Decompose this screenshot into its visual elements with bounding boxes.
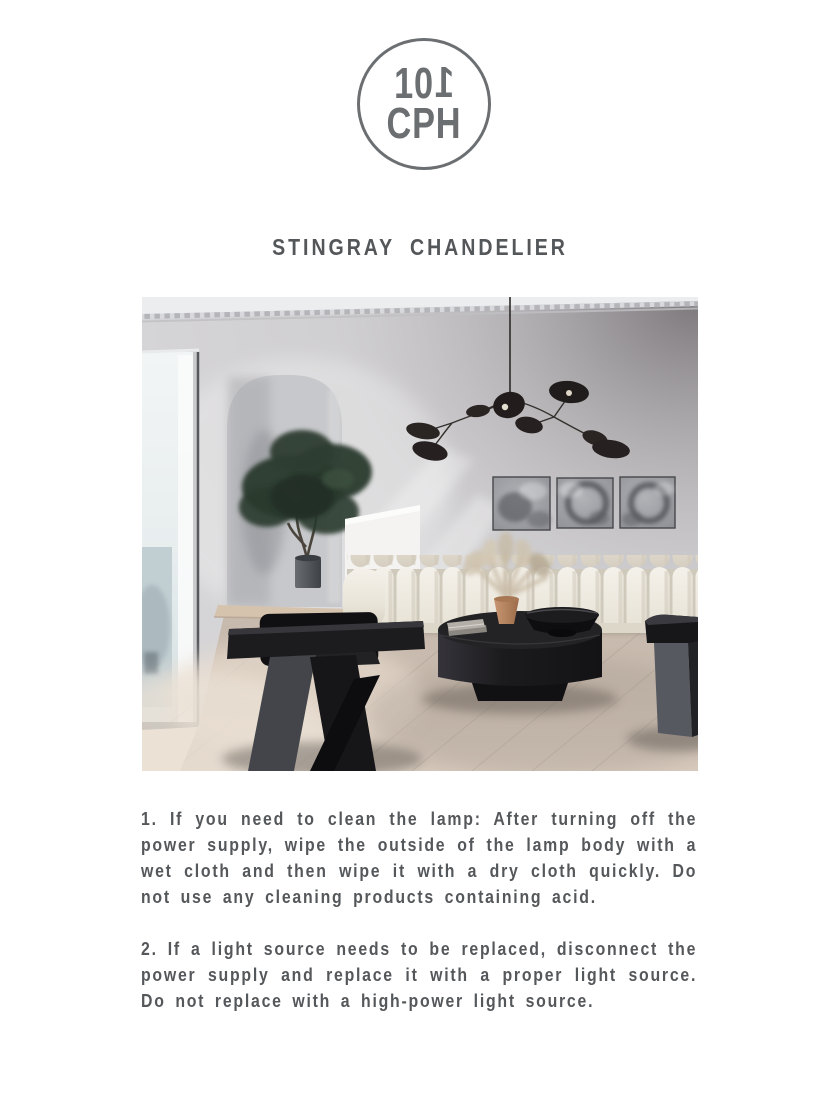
wall-art-triptych <box>493 477 675 530</box>
product-photo <box>142 297 698 771</box>
crown-molding <box>142 297 698 327</box>
logo-number-row: 101 <box>394 57 454 108</box>
brand-logo <box>357 38 491 170</box>
care-instructions <box>141 806 697 1040</box>
flipped-one-glyph: 1 <box>433 57 454 107</box>
logo-cph-row: CPH <box>386 99 462 148</box>
brand-logo-text <box>386 57 462 148</box>
instruction-cleaning: 1. If you need to clean the lamp: After turning off the power supply, wipe the outside of the lamp body with a wet cloth and then wipe it with a dry cloth quickly. Do not use any cleaning products containing acid. <box>141 809 698 907</box>
instruction-replacement: 2. If a light source needs to be replaced, disconnect the power supply and replace it with a proper light source. Do not replace with a high-power light source. <box>141 939 698 1011</box>
page-title: STINGRAY CHANDELIER <box>272 234 568 260</box>
